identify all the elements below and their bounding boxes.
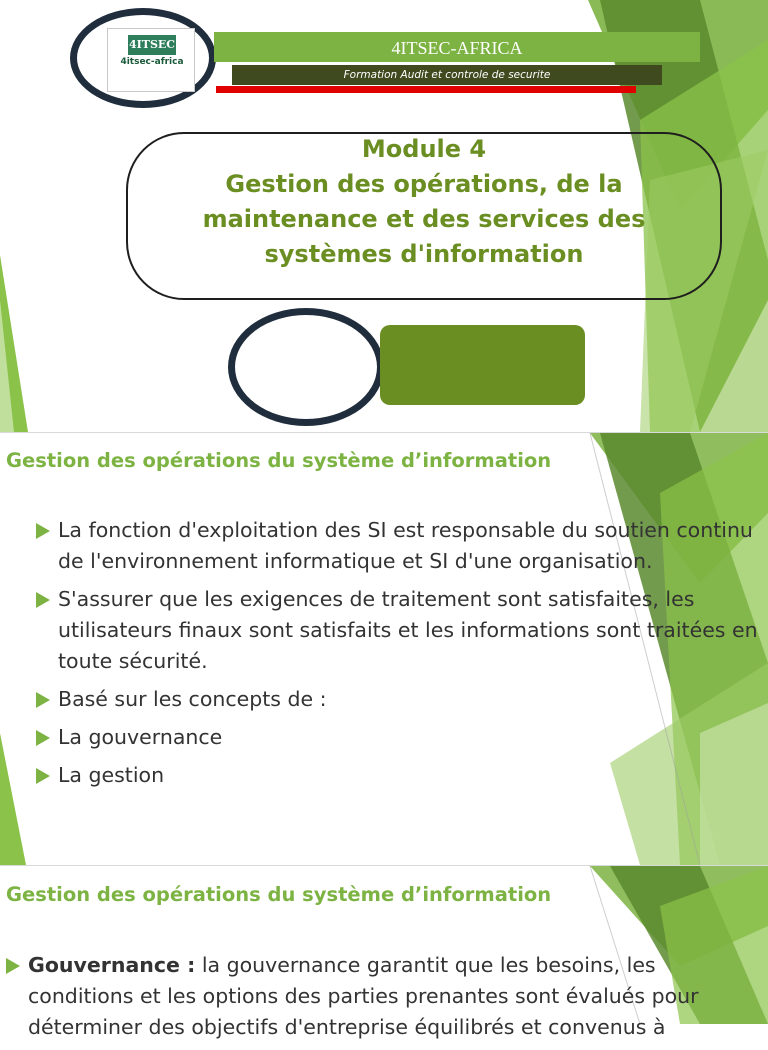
- module-number: Module 4: [361, 135, 487, 163]
- bullet-arrow-icon: [36, 768, 50, 784]
- bullet-list: [28, 950, 766, 1050]
- module-title: [150, 132, 698, 272]
- bullet-item: [58, 584, 766, 677]
- bullet-text: la gouvernance garantit que les besoins, les conditions et les options des parties prenantes sont évalués pour déterminer des objectifs d'entreprise équilibrés et convenus à: [28, 953, 699, 1039]
- logo-name: 4itsec-africa: [120, 57, 184, 67]
- bullet-text: La gouvernance: [58, 725, 223, 749]
- bullet-text: La fonction d'exploitation des SI est responsable du soutien continu de l'environnement informatique et SI d'une organisation.: [58, 518, 753, 573]
- bullet-item: [58, 722, 766, 753]
- bullet-item: [58, 760, 766, 791]
- slide-governance: [0, 866, 768, 1039]
- section-title: Gestion des opérations du système d’information: [6, 449, 552, 472]
- bullet-text: Basé sur les concepts de :: [58, 687, 327, 711]
- bullet-arrow-icon: [6, 958, 20, 974]
- bullet-term: Gouvernance :: [28, 953, 196, 977]
- bullet-arrow-icon: [36, 692, 50, 708]
- bullet-list: [58, 515, 766, 798]
- banner-red-bar: [216, 86, 636, 93]
- bullet-item: [58, 515, 766, 577]
- bullet-item: [28, 950, 766, 1043]
- slide-title: [0, 0, 768, 432]
- bullet-text: La gestion: [58, 763, 165, 787]
- logo-badge: 4ITSEC: [128, 35, 176, 55]
- slide-operations: [0, 433, 768, 865]
- module-title-line-3: systèmes d'information: [264, 240, 584, 268]
- decorative-green-block: [380, 325, 585, 405]
- bullet-arrow-icon: [36, 592, 50, 608]
- bullet-arrow-icon: [36, 730, 50, 746]
- banner-title: 4ITSEC-AFRICA: [391, 38, 523, 58]
- module-title-line-1: Gestion des opérations, de la: [225, 170, 623, 198]
- section-title: Gestion des opérations du système d’information: [6, 883, 552, 906]
- module-title-line-2: maintenance et des services des: [202, 205, 646, 233]
- decorative-ring: [228, 308, 384, 426]
- bullet-arrow-icon: [36, 523, 50, 539]
- banner-subtitle: Formation Audit et controle de securite: [343, 69, 551, 81]
- company-logo: [107, 28, 195, 92]
- bullet-item: [58, 684, 766, 715]
- bullet-text: S'assurer que les exigences de traitement sont satisfaites, les utilisateurs finaux sont satisfaits et les informations sont traitées en toute sécurité.: [58, 587, 758, 673]
